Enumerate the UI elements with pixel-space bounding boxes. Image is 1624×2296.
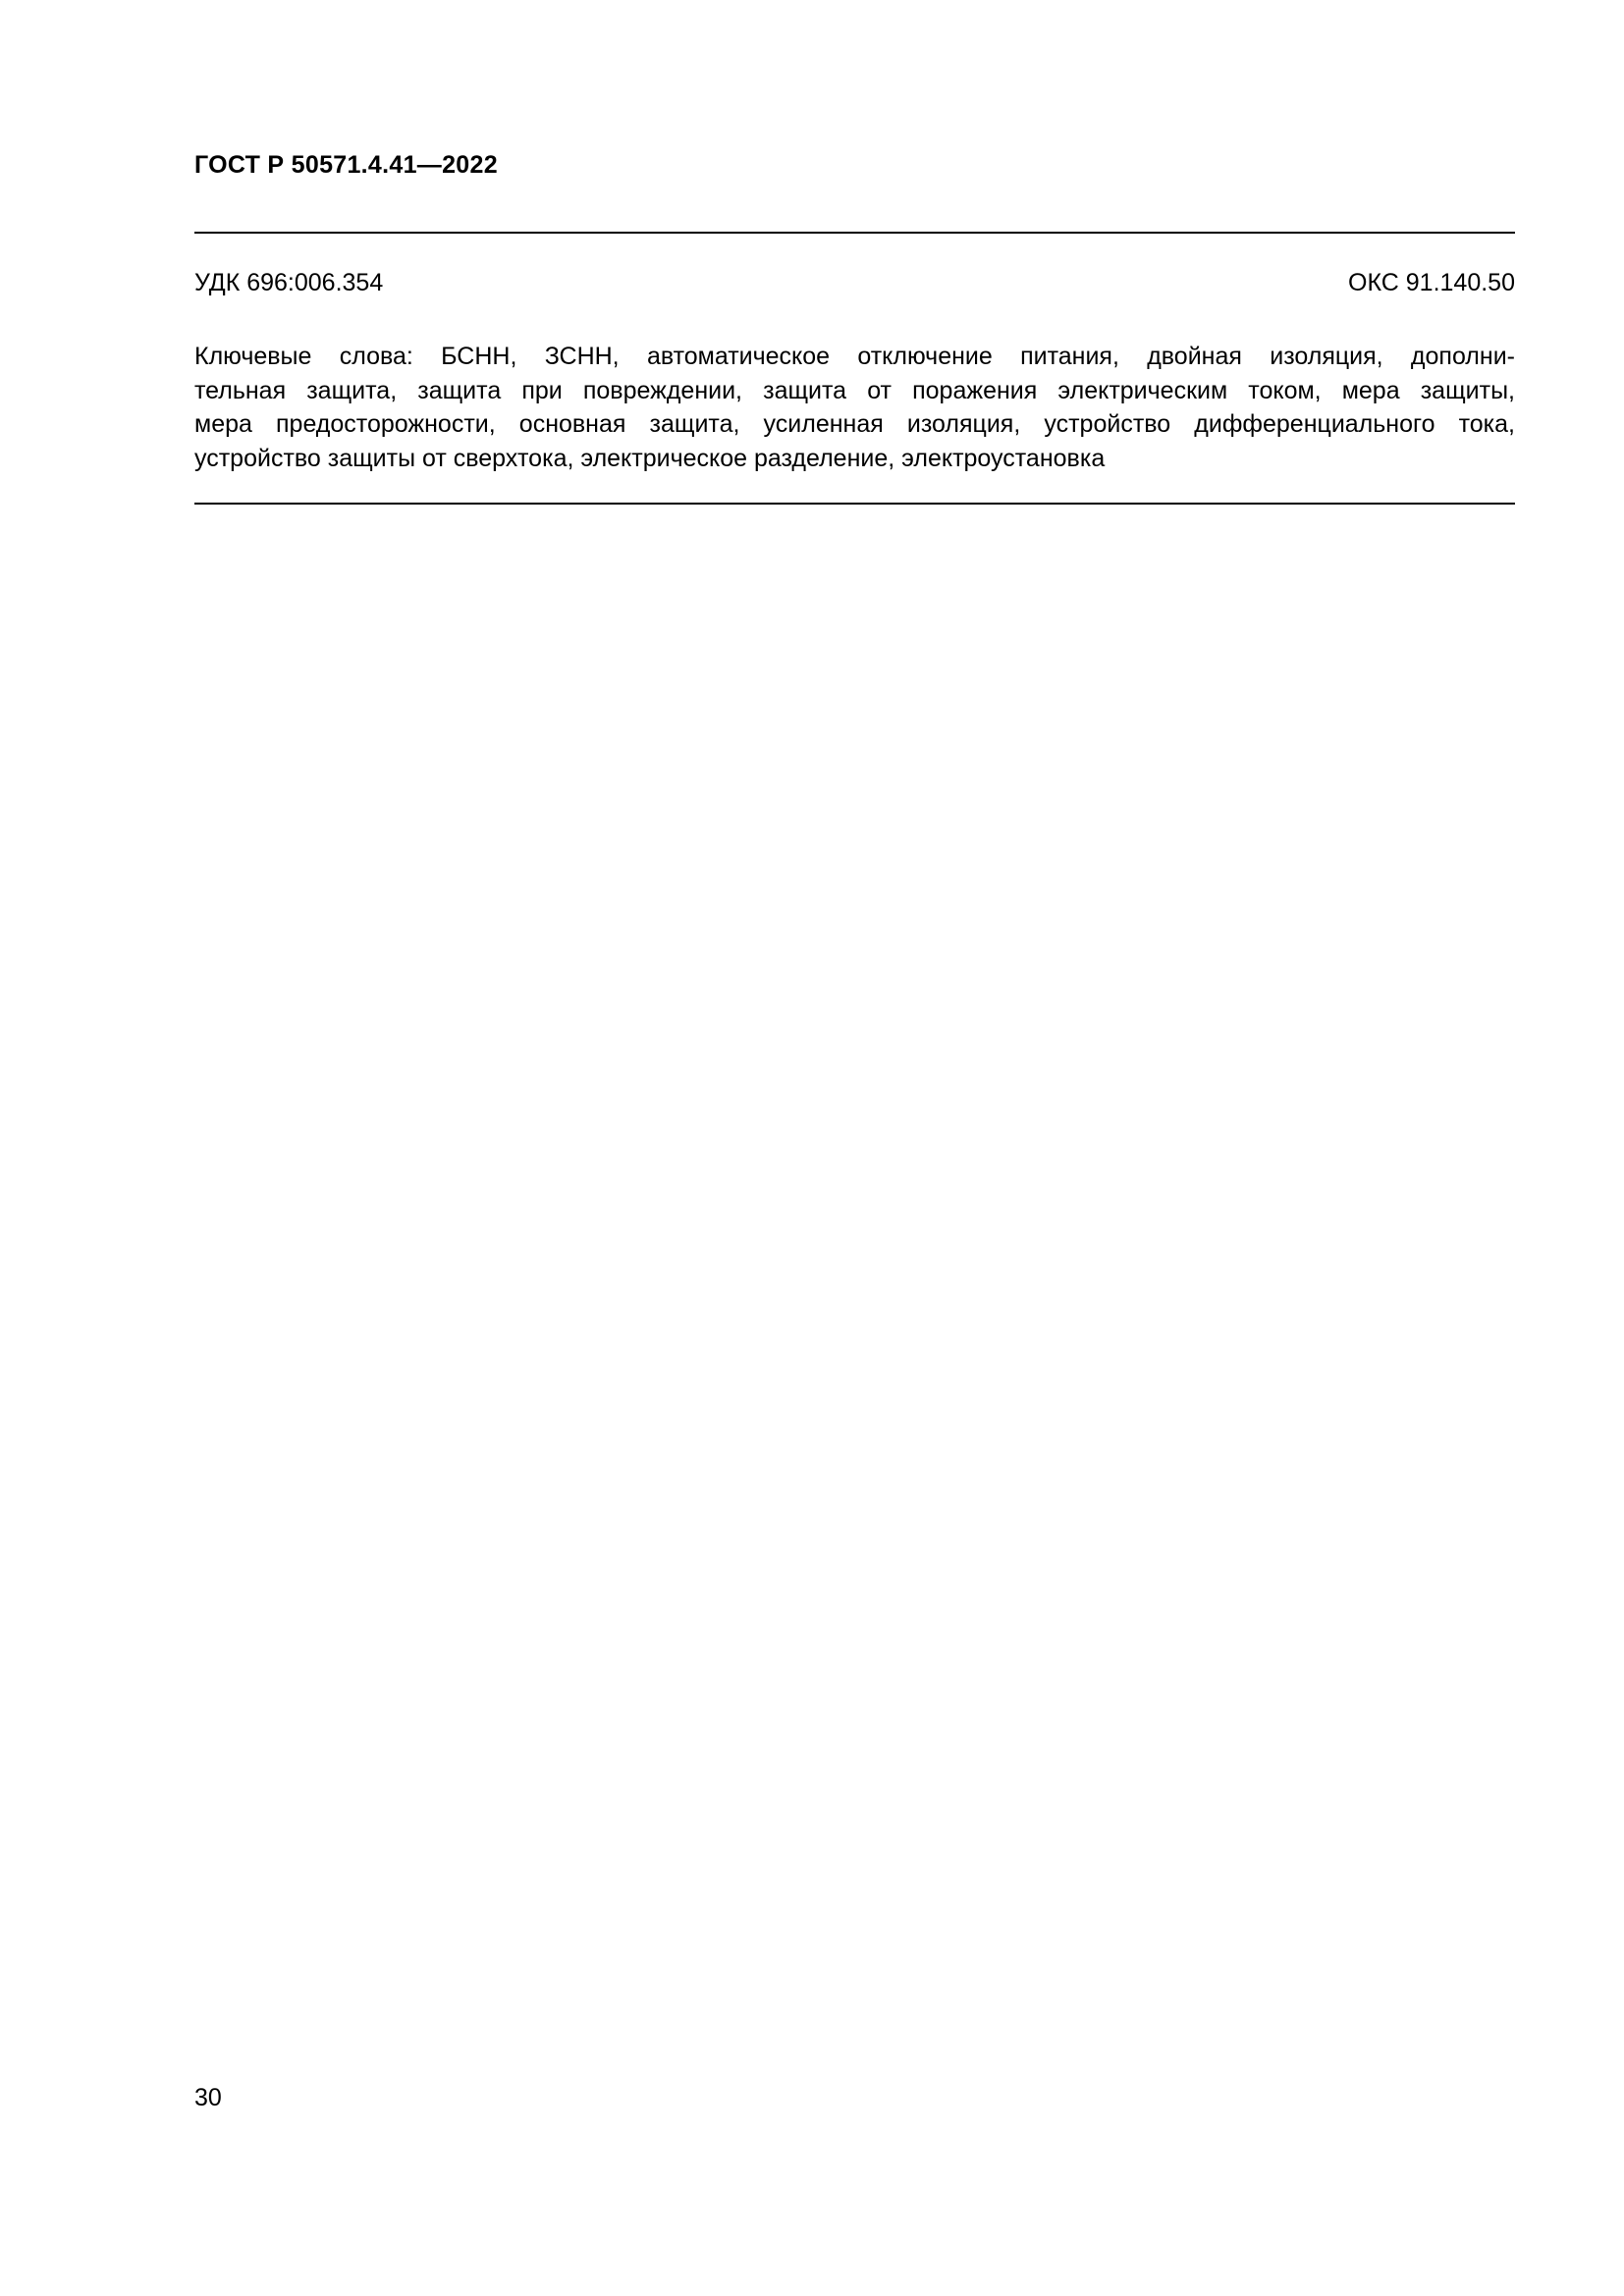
keywords-paragraph xyxy=(194,340,1515,475)
top-divider xyxy=(194,232,1515,234)
keywords-line: устройство защиты от сверхтока, электрическое разделение, электроустановка xyxy=(194,444,1106,472)
page-number: 30 xyxy=(194,2084,222,2111)
keywords-line: мера предосторожности, основная защита, усиленная изоляция, устройство дифференциального тока, xyxy=(194,410,1515,438)
keywords-line: тельная защита, защита при повреждении, защита от поражения электрическим током, мера защиты, xyxy=(194,376,1515,404)
oks-code: ОКС 91.140.50 xyxy=(1348,269,1515,296)
standard-designation: ГОСТ Р 50571.4.41—2022 xyxy=(194,151,498,179)
bottom-divider xyxy=(194,503,1515,505)
classification-row xyxy=(194,265,1515,300)
keywords-line: Ключевые слова: БСНН, ЗСНН, автоматическое отключение питания, двойная изоляция, дополни- xyxy=(194,343,1515,370)
udk-code: УДК 696:006.354 xyxy=(194,269,384,296)
